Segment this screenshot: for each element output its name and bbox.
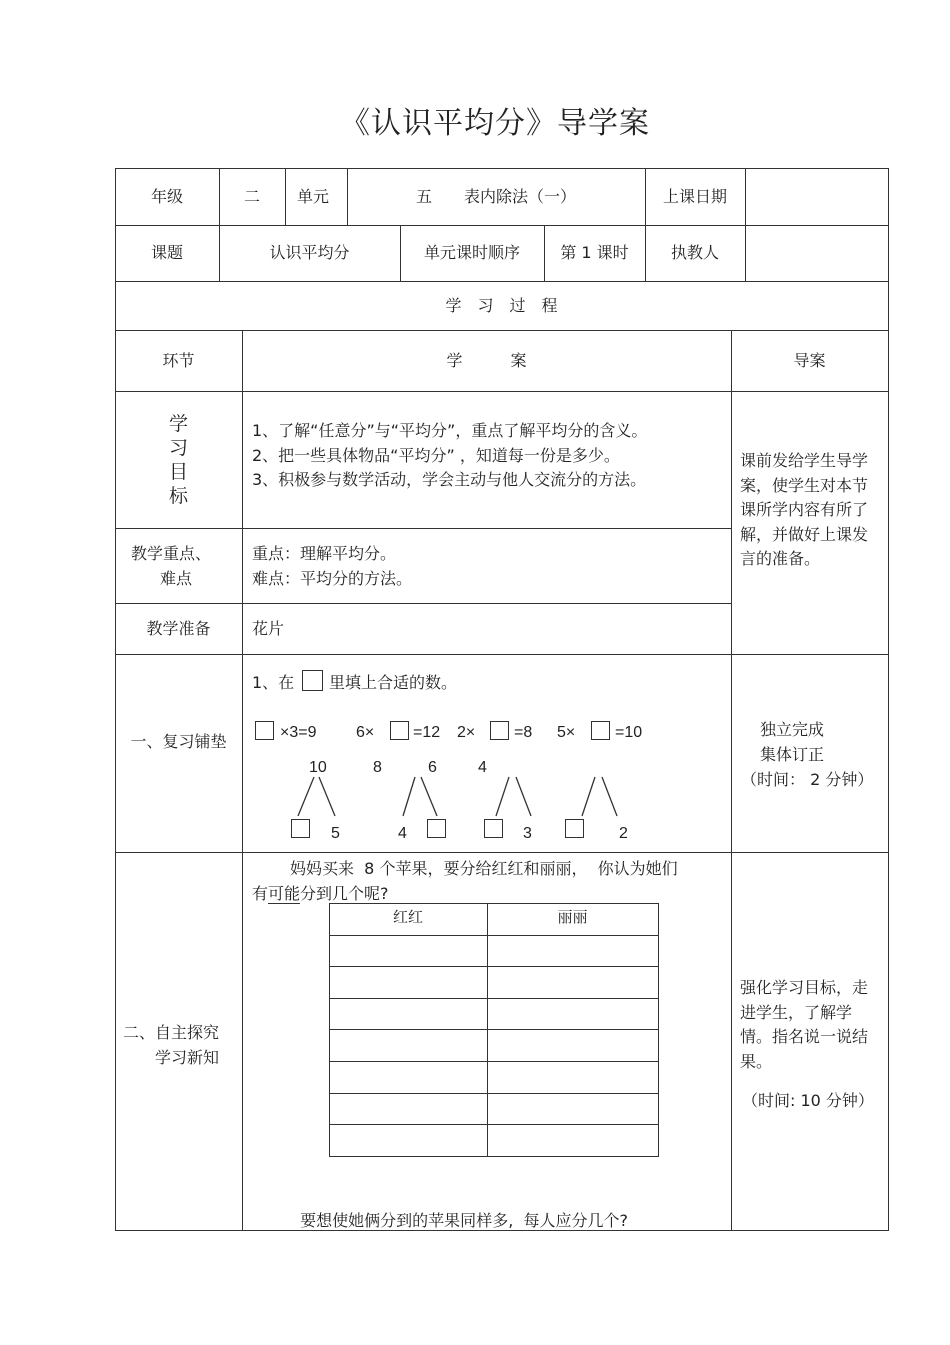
teacher-value[interactable]: [745, 225, 888, 281]
equation-4-head: 5×: [557, 724, 576, 741]
key-point-text: 重点：理解平均分。: [252, 544, 397, 563]
order-label: 单元课时顺序: [423, 243, 520, 262]
order-value: 第 1 课时: [560, 243, 629, 262]
question-underlined: 样多,: [476, 1211, 514, 1230]
equation-2-head: 6×: [356, 724, 375, 741]
table-border: [115, 391, 889, 392]
problem-line2-pre: 有: [252, 884, 269, 903]
grade-label: 年级: [150, 186, 183, 206]
topic-value: 认识平均分: [269, 243, 350, 262]
table-border: [731, 330, 732, 1230]
keypoints-label-line2: 难点: [160, 569, 193, 588]
explore-label-line1: 二、自主探究: [123, 1023, 220, 1042]
table-header-honghong: 红红: [392, 908, 423, 926]
answer-box[interactable]: [484, 819, 503, 838]
objective-item: 3、积极参与数学活动，学会主动与他人交流分的方法。: [252, 470, 647, 489]
date-label: 上课日期: [662, 186, 727, 206]
topic-label: 课题: [150, 243, 183, 262]
table-border: [487, 903, 488, 1156]
answer-box-example: [302, 670, 323, 691]
table-border: [329, 903, 659, 904]
objective-item: 2、把一些具体物品“平均分” ，知道每一份是多少。: [252, 446, 620, 465]
table-border: [329, 1029, 659, 1030]
split-known: 2: [619, 825, 628, 842]
answer-box[interactable]: [390, 721, 409, 740]
difficult-point-text: 难点：平均分的方法。: [252, 569, 413, 588]
split-known: 5: [331, 825, 340, 842]
split-total: 4: [478, 759, 487, 776]
answer-box[interactable]: [255, 721, 274, 740]
split-total: 10: [309, 759, 327, 776]
problem-line1: 妈妈买来 8 个苹果，要分给红红和丽丽， 你认为她们: [290, 859, 678, 878]
grade-value: 二: [243, 186, 260, 206]
answer-box[interactable]: [291, 819, 310, 838]
table-border: [329, 966, 659, 967]
date-value[interactable]: [745, 168, 888, 225]
table-border: [115, 852, 889, 853]
table-border: [329, 935, 659, 936]
split-total: 8: [373, 759, 382, 776]
teacher-label: 执教人: [670, 243, 719, 262]
table-border: [329, 1093, 659, 1094]
table-border: [329, 1124, 659, 1125]
objectives-guide: 课前发给学生导学案，使学生对本节课所学内容有所了解，并做好上课发言的准备。: [740, 451, 869, 568]
split-known: 3: [523, 825, 532, 842]
split-lines: [280, 770, 640, 820]
table-border: [329, 1156, 659, 1157]
problem-line2-post: 分到几个呢?: [300, 884, 389, 903]
equation-1: ×3=9: [280, 724, 317, 741]
answer-box[interactable]: [490, 721, 509, 740]
answer-box[interactable]: [591, 721, 610, 740]
unit-label: 单元: [296, 186, 329, 206]
objective-item: 1、了解“任意分”与“平均分”，重点了解平均分的含义。: [252, 421, 648, 440]
answer-box[interactable]: [427, 819, 446, 838]
table-border: [658, 903, 659, 1156]
answer-box[interactable]: [565, 819, 584, 838]
explore-guide: 强化学习目标，走进学生，了解学情。指名说一说结果。: [740, 978, 869, 1071]
objectives-label: 学 习 目 标: [168, 412, 188, 507]
split-known: 4: [398, 825, 407, 842]
split-total: 6: [428, 759, 437, 776]
review-guide-line2: 集体订正: [760, 745, 825, 764]
study-column-header: 学 案: [446, 350, 527, 370]
table-border: [242, 330, 243, 1230]
equation-3-head: 2×: [457, 724, 476, 741]
equation-2-tail: =12: [413, 724, 441, 741]
question-post: 每人应分几个?: [513, 1211, 628, 1230]
table-header-lili: 丽丽: [557, 908, 588, 926]
keypoints-label-line1: 教学重点、: [131, 544, 212, 563]
prep-value: 花片: [252, 619, 285, 638]
review-label: 一、复习铺垫: [130, 731, 227, 751]
question-pre: 要想使她俩分到的苹果同: [300, 1211, 477, 1230]
process-banner: 学 习 过 程: [445, 295, 558, 315]
page-title: 《认识平均分》导学案: [340, 106, 650, 141]
guide-column-header: 导案: [793, 350, 826, 370]
review-instruction-pre: 1、在: [252, 673, 295, 692]
table-border: [329, 998, 659, 999]
prep-label: 教学准备: [146, 618, 211, 638]
table-border: [115, 528, 732, 529]
question-line: [290, 1183, 628, 1233]
review-guide-line1: 独立完成: [760, 720, 825, 739]
explore-guide-time: （时间: 10 分钟）: [742, 1091, 874, 1110]
review-instruction-post: 里填上合适的数。: [329, 673, 458, 692]
stage-column-header: 环节: [162, 350, 195, 370]
equation-4-tail: =10: [615, 724, 643, 741]
equation-3-tail: =8: [514, 724, 533, 741]
review-guide-time: （时间： 2 分钟）: [741, 770, 874, 789]
table-border: [888, 168, 889, 1230]
problem-line2-underlined: 可能: [268, 884, 301, 903]
unit-value: 五 表内除法（一）: [415, 186, 576, 206]
table-border: [329, 1061, 659, 1062]
table-border: [329, 903, 330, 1156]
explore-label-line2: 学习新知: [155, 1048, 220, 1067]
